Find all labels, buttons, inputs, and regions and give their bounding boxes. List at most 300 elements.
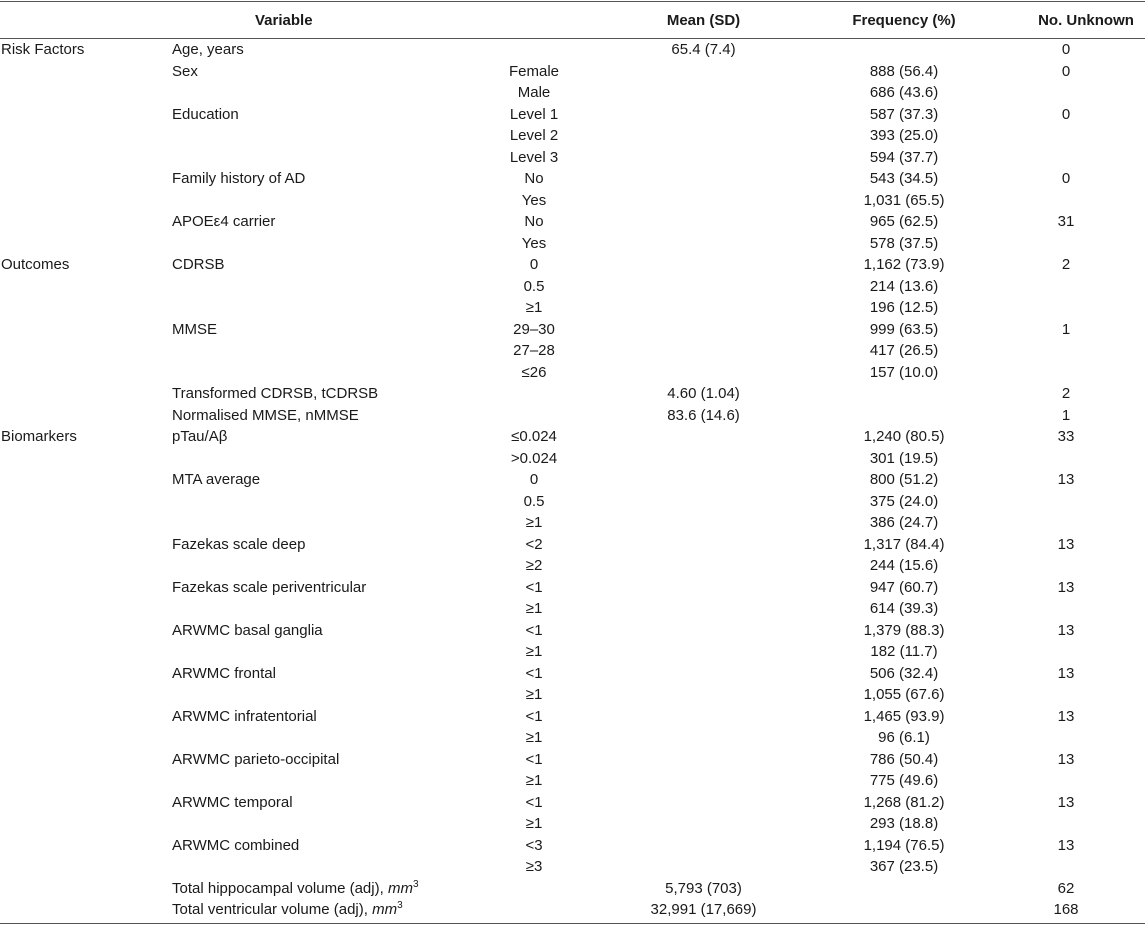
- row-variable-name: [172, 448, 482, 470]
- row-level: 0: [529, 256, 539, 273]
- header-mean: Mean (SD): [586, 2, 821, 39]
- row-mean-sd: [586, 469, 821, 491]
- row-mean-sd: [586, 598, 821, 620]
- row-level: ≥1: [525, 772, 543, 789]
- row-frequency: 594 (37.7): [869, 148, 939, 166]
- row-frequency: 293 (18.8): [869, 815, 939, 832]
- row-section-label: [0, 61, 172, 83]
- row-mean-sd: [586, 211, 821, 233]
- row-mean-sd: 4.60 (1.04): [667, 385, 740, 402]
- row-section-label: [0, 577, 172, 599]
- row-level: Male: [517, 84, 551, 101]
- row-section-label: [0, 620, 172, 642]
- row-section-label: [0, 813, 172, 835]
- row-unknown-count: [987, 641, 1145, 663]
- row-unit: mm: [387, 879, 413, 897]
- row-frequency: 506 (32.4): [869, 664, 939, 682]
- row-level: No: [524, 170, 544, 187]
- table-row: [0, 61, 1145, 83]
- row-frequency: 587 (37.3): [869, 105, 939, 123]
- row-frequency: 1,465 (93.9): [863, 707, 945, 725]
- row-level: ≥1: [525, 643, 543, 660]
- row-mean-sd: [586, 641, 821, 663]
- row-level: ≥1: [525, 514, 543, 531]
- row-variable-text: Total ventricular volume (adj),: [172, 901, 373, 918]
- row-variable-text: Total hippocampal volume (adj),: [172, 879, 388, 897]
- table-row: [0, 39, 1145, 61]
- row-variable-name: [172, 340, 482, 362]
- row-section-label: [0, 684, 172, 706]
- table-row: [0, 856, 1145, 878]
- row-frequency: [821, 405, 987, 427]
- row-unknown-count: [987, 555, 1145, 577]
- row-variable-name: [172, 598, 482, 620]
- row-mean-sd: [586, 168, 821, 190]
- table-row: [0, 104, 1145, 126]
- row-variable-name: [172, 770, 482, 792]
- row-frequency: [821, 899, 987, 924]
- row-level: Yes: [521, 191, 547, 209]
- row-unknown-count: 2: [1061, 385, 1071, 402]
- row-section-label: [0, 340, 172, 362]
- row-unknown-count: [987, 82, 1145, 104]
- row-frequency: 393 (25.0): [869, 127, 939, 144]
- table-row: [0, 577, 1145, 599]
- row-variable-name: [172, 727, 482, 749]
- row-mean-sd: 32,991 (17,669): [586, 899, 821, 924]
- row-section-label: [0, 856, 172, 878]
- row-section-label: [0, 835, 172, 857]
- row-unknown-count: [987, 512, 1145, 534]
- row-mean-sd: [586, 555, 821, 577]
- row-mean-sd: [586, 362, 821, 384]
- row-frequency: 543 (34.5): [869, 170, 939, 187]
- table-row: [0, 899, 1145, 924]
- table-row: [0, 749, 1145, 771]
- row-level: <1: [525, 793, 543, 811]
- row-variable-name: [172, 684, 482, 706]
- row-variable-name: [172, 276, 482, 298]
- row-unknown-count: [987, 813, 1145, 835]
- row-unknown-count: [987, 491, 1145, 513]
- row-section-label: [0, 534, 172, 556]
- table-row: [0, 555, 1145, 577]
- row-mean-sd: [586, 426, 821, 448]
- table-row: [0, 297, 1145, 319]
- row-frequency: 301 (19.5): [869, 449, 939, 467]
- row-mean-sd: [586, 749, 821, 771]
- row-unknown-count: 168: [987, 899, 1145, 924]
- row-frequency: 244 (15.6): [869, 557, 939, 574]
- row-section-label: [0, 727, 172, 749]
- row-frequency: 1,379 (88.3): [863, 621, 945, 639]
- table-row: [0, 168, 1145, 190]
- row-section-label: Risk Factors: [1, 41, 85, 58]
- row-variable-name: [172, 362, 482, 384]
- row-unknown-count: 0: [1061, 41, 1071, 58]
- row-level: Level 2: [509, 127, 559, 144]
- row-frequency: 1,240 (80.5): [863, 428, 945, 445]
- row-level: ≥1: [525, 815, 543, 832]
- row-variable-name: [172, 297, 482, 319]
- row-section-label: [0, 297, 172, 319]
- row-variable-name: CDRSB: [172, 256, 225, 273]
- row-mean-sd: [586, 491, 821, 513]
- header-row: [0, 2, 1145, 39]
- row-variable-name: [172, 899, 482, 924]
- row-variable-name: Sex: [172, 62, 198, 80]
- row-section-label: [0, 362, 172, 384]
- row-variable-name: [172, 813, 482, 835]
- row-level: Level 1: [509, 105, 559, 123]
- table-row: [0, 727, 1145, 749]
- row-section-label: [0, 663, 172, 685]
- row-unknown-count: [987, 233, 1145, 255]
- row-unknown-count: 13: [1057, 836, 1075, 854]
- row-level: [482, 878, 586, 900]
- row-level: <1: [525, 621, 543, 639]
- row-mean-sd: [586, 620, 821, 642]
- row-unknown-count: [987, 125, 1145, 147]
- row-section-label: Biomarkers: [1, 428, 77, 445]
- row-mean-sd: [586, 835, 821, 857]
- row-frequency: 965 (62.5): [869, 213, 939, 230]
- row-variable-name: MTA average: [172, 471, 261, 488]
- row-frequency: 386 (24.7): [869, 514, 939, 531]
- row-frequency: [821, 39, 987, 61]
- row-mean-sd: [586, 663, 821, 685]
- row-unknown-count: 31: [1057, 213, 1075, 230]
- row-variable-name: ARWMC temporal: [172, 793, 293, 811]
- row-variable-name: ARWMC frontal: [172, 664, 276, 682]
- row-mean-sd: [586, 770, 821, 792]
- row-level: <1: [525, 578, 543, 596]
- header-level: [482, 2, 586, 39]
- table-row: [0, 792, 1145, 814]
- row-section-label: [0, 276, 172, 298]
- row-mean-sd: [586, 233, 821, 255]
- table-row: [0, 491, 1145, 513]
- table-row: [0, 835, 1145, 857]
- row-variable-name: pTau/Aβ: [172, 428, 228, 445]
- row-level: ≥1: [525, 600, 543, 617]
- row-mean-sd: 5,793 (703): [665, 879, 742, 897]
- table-row: [0, 813, 1145, 835]
- row-frequency: 214 (13.6): [869, 277, 939, 295]
- row-frequency: 157 (10.0): [869, 363, 939, 381]
- table-row: [0, 190, 1145, 212]
- row-variable-name: [172, 878, 482, 900]
- table-row: [0, 254, 1145, 276]
- row-frequency: 999 (63.5): [869, 320, 939, 338]
- row-unknown-count: 13: [1057, 707, 1075, 725]
- row-level: <1: [525, 664, 543, 682]
- row-mean-sd: [586, 147, 821, 169]
- row-mean-sd: [586, 61, 821, 83]
- row-frequency: 1,162 (73.9): [863, 256, 945, 273]
- row-variable-name: Age, years: [172, 41, 244, 58]
- row-section-label: [0, 448, 172, 470]
- row-level: ≤26: [521, 363, 547, 381]
- row-unknown-count: [987, 297, 1145, 319]
- row-variable-name: [172, 125, 482, 147]
- row-level: Yes: [521, 234, 547, 252]
- row-level: <1: [525, 707, 543, 725]
- row-unknown-count: 13: [1057, 621, 1075, 639]
- table-row: [0, 319, 1145, 341]
- row-level: 0.5: [523, 277, 545, 295]
- table-row: [0, 340, 1145, 362]
- row-variable-name: [172, 512, 482, 534]
- row-mean-sd: [586, 319, 821, 341]
- row-frequency: 775 (49.6): [869, 772, 939, 789]
- row-mean-sd: [586, 448, 821, 470]
- row-section-label: [0, 190, 172, 212]
- row-level: ≤0.024: [511, 428, 557, 445]
- row-section-label: [0, 641, 172, 663]
- row-variable-name: ARWMC infratentorial: [172, 707, 317, 725]
- row-frequency: 417 (26.5): [869, 342, 939, 359]
- row-level: 0: [529, 471, 539, 488]
- row-mean-sd: 65.4 (7.4): [671, 41, 736, 58]
- table-row: [0, 233, 1145, 255]
- header-unknown: No. Unknown: [987, 2, 1145, 39]
- row-frequency: [821, 878, 987, 900]
- row-unknown-count: [987, 684, 1145, 706]
- row-section-label: [0, 383, 172, 405]
- header-variable: Variable: [0, 2, 482, 39]
- row-section-label: [0, 469, 172, 491]
- row-section-label: [0, 512, 172, 534]
- row-frequency: 367 (23.5): [869, 858, 939, 875]
- row-variable-name: [172, 147, 482, 169]
- row-mean-sd: [586, 340, 821, 362]
- row-variable-name: [172, 555, 482, 577]
- row-frequency: 1,031 (65.5): [863, 191, 945, 209]
- row-level: ≥1: [525, 729, 543, 746]
- row-mean-sd: [586, 104, 821, 126]
- row-level: 0.5: [523, 492, 545, 510]
- row-mean-sd: [586, 577, 821, 599]
- row-mean-sd: [586, 512, 821, 534]
- table-row: [0, 641, 1145, 663]
- table-row: [0, 426, 1145, 448]
- row-level: [482, 899, 586, 924]
- row-unknown-count: [987, 727, 1145, 749]
- row-frequency: 1,268 (81.2): [863, 793, 945, 811]
- row-frequency: 686 (43.6): [869, 84, 939, 101]
- row-level: <3: [525, 836, 543, 854]
- row-unknown-count: 1: [1061, 406, 1071, 424]
- table-row: [0, 512, 1145, 534]
- table-row: [0, 534, 1145, 556]
- row-level: No: [524, 213, 544, 230]
- row-section-label: [0, 168, 172, 190]
- row-unknown-count: 13: [1057, 578, 1075, 596]
- row-level: ≥3: [525, 858, 543, 875]
- row-level: [482, 405, 586, 427]
- row-variable-name: Fazekas scale deep: [172, 535, 306, 553]
- row-section-label: [0, 147, 172, 169]
- row-section-label: [0, 104, 172, 126]
- row-unknown-count: 2: [1061, 256, 1071, 273]
- row-unknown-count: 1: [1061, 320, 1071, 338]
- row-mean-sd: [586, 276, 821, 298]
- row-section-label: [0, 491, 172, 513]
- row-frequency: 96 (6.1): [878, 729, 930, 746]
- row-frequency: [821, 383, 987, 405]
- row-mean-sd: [586, 792, 821, 814]
- row-unknown-count: 13: [1057, 471, 1075, 488]
- row-variable-name: [172, 491, 482, 513]
- row-mean-sd: [586, 297, 821, 319]
- row-mean-sd: 83.6 (14.6): [667, 406, 740, 424]
- row-frequency: 182 (11.7): [870, 643, 938, 660]
- row-variable-name: [172, 190, 482, 212]
- row-variable-name: MMSE: [172, 320, 217, 338]
- characteristics-table: [0, 1, 1145, 924]
- row-frequency: 888 (56.4): [869, 62, 939, 80]
- row-frequency: 578 (37.5): [869, 234, 939, 252]
- row-mean-sd: [586, 727, 821, 749]
- table-row: [0, 684, 1145, 706]
- row-variable-name: ARWMC basal ganglia: [172, 621, 323, 639]
- row-unknown-count: 13: [1057, 750, 1075, 768]
- table-row: [0, 878, 1145, 900]
- row-frequency: 375 (24.0): [869, 492, 939, 510]
- row-level: <1: [525, 750, 543, 768]
- row-variable-name: Family history of AD: [172, 170, 306, 187]
- row-unknown-count: 33: [1057, 428, 1075, 445]
- row-variable-name: [172, 641, 482, 663]
- row-level: ≥1: [525, 299, 543, 316]
- row-unknown-count: 0: [1061, 170, 1071, 187]
- row-section-label: [0, 82, 172, 104]
- row-mean-sd: [586, 82, 821, 104]
- row-frequency: 786 (50.4): [869, 750, 939, 768]
- row-level: 29–30: [513, 320, 555, 338]
- row-section-label: [0, 878, 172, 900]
- row-frequency: 1,194 (76.5): [863, 836, 945, 854]
- row-frequency: 1,317 (84.4): [863, 535, 945, 553]
- table-row: [0, 706, 1145, 728]
- row-mean-sd: [586, 125, 821, 147]
- row-level: [482, 383, 586, 405]
- table-row: [0, 211, 1145, 233]
- row-unknown-count: [987, 856, 1145, 878]
- row-mean-sd: [586, 534, 821, 556]
- row-section-label: [0, 899, 172, 924]
- table-row: [0, 276, 1145, 298]
- header-frequency: Frequency (%): [821, 2, 987, 39]
- row-mean-sd: [586, 684, 821, 706]
- row-level: >0.024: [510, 449, 558, 467]
- row-mean-sd: [586, 254, 821, 276]
- row-mean-sd: [586, 706, 821, 728]
- row-level: ≥2: [525, 557, 543, 574]
- row-variable-name: [172, 82, 482, 104]
- row-unknown-count: 0: [1061, 105, 1071, 123]
- row-section-label: Outcomes: [1, 256, 70, 273]
- row-mean-sd: [586, 190, 821, 212]
- row-unknown-count: [987, 598, 1145, 620]
- table-row: [0, 383, 1145, 405]
- row-unknown-count: 13: [1057, 793, 1075, 811]
- row-unknown-count: [987, 190, 1145, 212]
- row-level: Female: [509, 62, 560, 80]
- row-frequency: 614 (39.3): [869, 600, 939, 617]
- row-variable-name: [172, 233, 482, 255]
- table-row: [0, 405, 1145, 427]
- row-frequency: 196 (12.5): [869, 299, 939, 316]
- row-unknown-count: 13: [1057, 664, 1075, 682]
- row-unknown-count: 62: [1057, 879, 1075, 897]
- table-row: [0, 620, 1145, 642]
- row-section-label: [0, 211, 172, 233]
- row-unknown-count: [987, 276, 1145, 298]
- table-row: [0, 469, 1145, 491]
- row-unknown-count: [987, 362, 1145, 384]
- row-unit-exponent: 3: [397, 900, 403, 911]
- row-mean-sd: [586, 856, 821, 878]
- table-row: [0, 598, 1145, 620]
- table-row: [0, 448, 1145, 470]
- row-frequency: 1,055 (67.6): [863, 686, 945, 703]
- row-variable-name: Fazekas scale periventricular: [172, 578, 367, 596]
- row-unknown-count: 0: [1061, 62, 1071, 80]
- table-row: [0, 770, 1145, 792]
- row-variable-name: Transformed CDRSB, tCDRSB: [172, 385, 379, 402]
- row-unit: mm: [372, 901, 398, 918]
- row-variable-name: ARWMC parieto-occipital: [172, 750, 340, 768]
- row-level: [482, 39, 586, 61]
- table-row: [0, 147, 1145, 169]
- row-variable-name: [172, 856, 482, 878]
- table-row: [0, 82, 1145, 104]
- row-level: Level 3: [509, 148, 559, 166]
- row-level: 27–28: [513, 342, 555, 359]
- row-unknown-count: [987, 448, 1145, 470]
- table-row: [0, 663, 1145, 685]
- row-section-label: [0, 405, 172, 427]
- row-section-label: [0, 749, 172, 771]
- table-row: [0, 362, 1145, 384]
- table-row: [0, 125, 1145, 147]
- row-unknown-count: [987, 147, 1145, 169]
- row-frequency: 947 (60.7): [869, 578, 939, 596]
- row-section-label: [0, 706, 172, 728]
- row-section-label: [0, 792, 172, 814]
- row-section-label: [0, 233, 172, 255]
- row-mean-sd: [586, 813, 821, 835]
- row-section-label: [0, 555, 172, 577]
- row-section-label: [0, 125, 172, 147]
- row-section-label: [0, 319, 172, 341]
- row-frequency: 800 (51.2): [869, 471, 939, 488]
- table-body: [0, 39, 1145, 924]
- row-section-label: [0, 598, 172, 620]
- row-unknown-count: [987, 770, 1145, 792]
- row-unknown-count: 13: [1057, 535, 1075, 553]
- row-unknown-count: [987, 340, 1145, 362]
- row-variable-name: Education: [172, 105, 239, 123]
- row-variable-name: Normalised MMSE, nMMSE: [172, 406, 359, 424]
- row-unit-exponent: 3: [412, 878, 419, 890]
- row-section-label: [0, 770, 172, 792]
- row-level: <2: [525, 535, 543, 553]
- row-variable-name: APOEε4 carrier: [172, 213, 276, 230]
- row-level: ≥1: [525, 686, 543, 703]
